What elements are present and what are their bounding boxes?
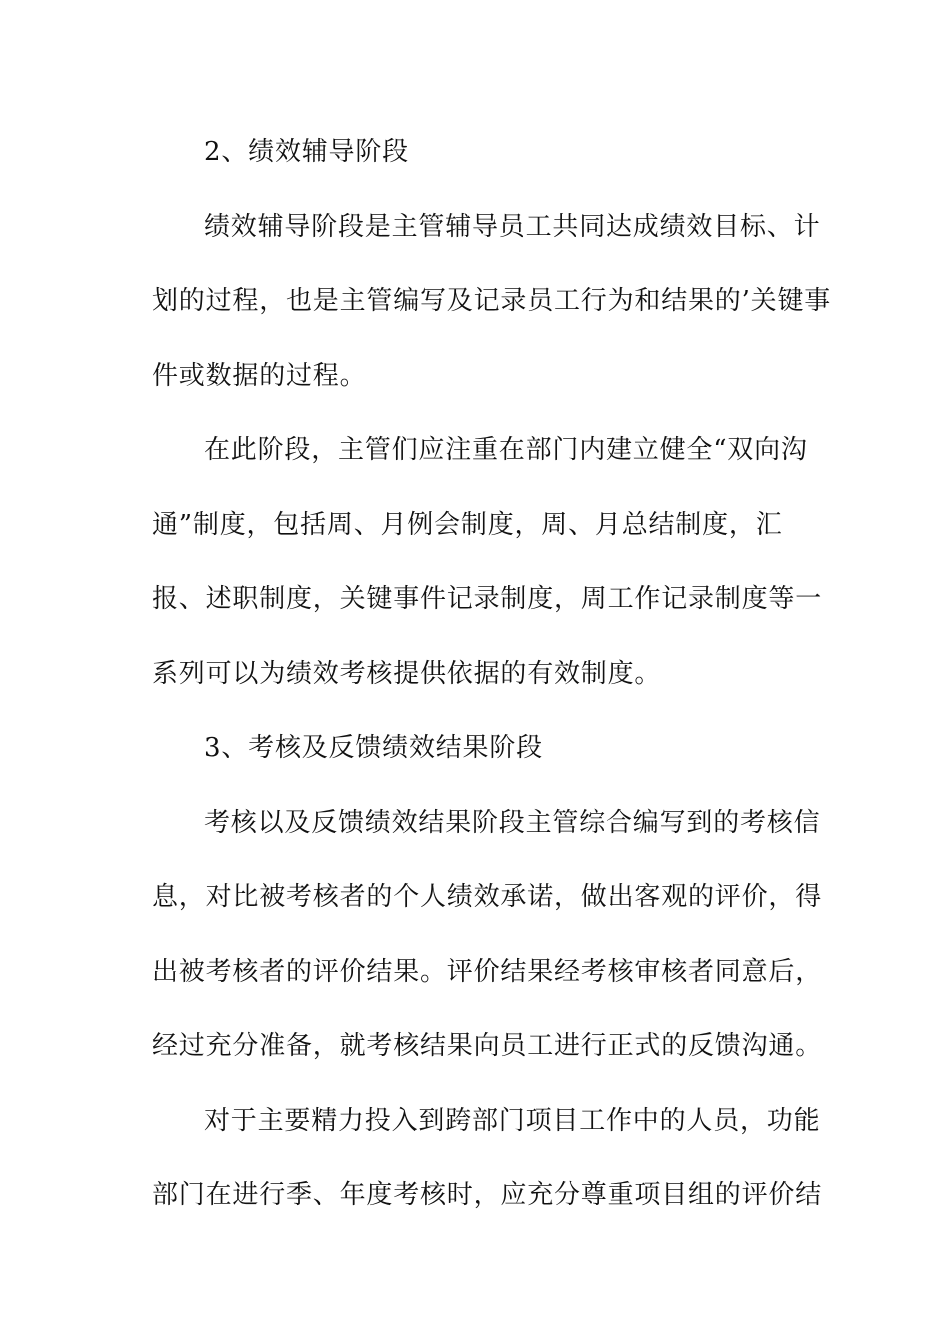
text-line: 系列可以为绩效考核提供依据的有效制度。 <box>152 658 662 689</box>
text-line: 息，对比被考核者的个人绩效承诺，做出客观的评价，得 <box>152 882 823 912</box>
text-line: 划的过程，也是主管编写及记录员工行为和结果的’关键事 <box>152 286 832 316</box>
text-line: 部门在进行季、年度考核时，应充分尊重项目组的评价结 <box>152 1180 823 1210</box>
text-line: 2、绩效辅导阶段 <box>204 137 409 167</box>
text-line: 对于主要精力投入到跨部门项目工作中的人员，功能 <box>204 1105 821 1136</box>
paragraph-cross-department <box>152 1084 823 1233</box>
text-line: 在此阶段，主管们应注重在部门内建立健全“双向沟 <box>204 435 808 465</box>
document-body <box>152 115 832 1233</box>
paragraph-evaluation-feedback <box>152 786 823 1084</box>
text-line: 3、考核及反馈绩效结果阶段 <box>204 733 543 763</box>
text-line: 出被考核者的评价结果。评价结果经考核审核者同意后， <box>152 956 823 987</box>
text-line: 经过充分准备，就考核结果向员工进行正式的反馈沟通。 <box>152 1031 823 1061</box>
section-heading-3 <box>152 711 802 786</box>
section-heading-2 <box>152 115 802 190</box>
text-line: 绩效辅导阶段是主管辅导员工共同达成绩效目标、计 <box>204 211 821 242</box>
paragraph-coaching-definition <box>152 190 832 414</box>
text-line: 考核以及反馈绩效结果阶段主管综合编写到的考核信 <box>204 807 821 838</box>
text-line: 件或数据的过程。 <box>152 360 367 391</box>
paragraph-communication-system <box>152 413 823 711</box>
text-line: 通”制度，包括周、月例会制度，周、月总结制度，汇 <box>152 509 783 540</box>
text-line: 报、述职制度，关键事件记录制度，周工作记录制度等一 <box>152 584 823 614</box>
